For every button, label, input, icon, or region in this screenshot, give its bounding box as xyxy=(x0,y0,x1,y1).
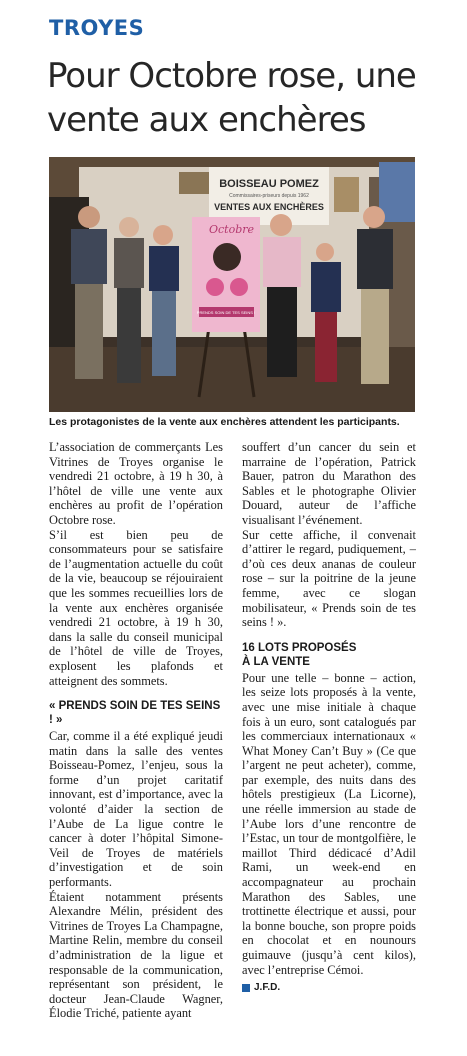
person-4 xyxy=(263,214,301,377)
section-kicker: TROYES xyxy=(49,16,145,40)
subheading: « PRENDS SOIN DE TES SEINS ! » xyxy=(49,700,221,727)
paragraph: Car, comme il a été expliqué jeudi matin dans la salle des ventes Boisseau-Pomez, l’enjeu, sous la forme d’un projet caritatif innovant, est d’importance, avec la volonté d’aider la section de l’Aube de La ligue contre le cancer à doter l’hôpital Simone-Veil de Troyes de matériels d’investigation et de soin performants. xyxy=(49,729,223,890)
poster-title: Octobre xyxy=(209,223,255,236)
paragraph: S’il est bien peu de consommateurs pour se satisfaire de l’augmentation actuelle du coût de la vie, beaucoup se réjouiraient que les sommes recueillies lors de la vente aux enchères organisée vendredi 21 octobre, à 19 h 30, dans la salle du conseil municipal de l’hôtel de ville de Troyes, explosent les plafonds et atteignent des sommets. xyxy=(49,527,223,688)
column-2 xyxy=(242,440,416,996)
article-photo xyxy=(49,157,415,412)
photo-illustration xyxy=(49,157,415,412)
poster-slogan: PRENDS SOIN DE TES SEINS ! xyxy=(196,310,256,315)
person-5 xyxy=(311,243,341,382)
person-2 xyxy=(114,217,144,383)
banner-brand: BOISSEAU POMEZ xyxy=(219,178,319,190)
paragraph-intro: L’association de commerçants Les Vitrines de Troyes organise le vendredi 21 octobre, à 19 h 30, à l’hôtel de ville une vente aux enchères au profit de l’opération Octobre rose. xyxy=(49,440,223,527)
signature-text: J.F.D. xyxy=(254,982,281,994)
author-signature xyxy=(242,981,416,996)
paragraph: Pour une telle – bonne – action, les seize lots proposés à la vente, avec une mise initiale à chaque fois à un euro, sont catalogués par les commerciaux internationaux « What Money Can’t Buy » (Ce que l’argent ne peut acheter), comme, par exemple, des nuits dans des hôtels prestigieux (La Licorne), une réelle immersion au stade de l’Aube lors d’une rencontre de l’Estac, un tour de montgolfière, le maillot Third dédicacé d’Adil Rami, un week-end en accompagnateur au prochain Marathon des Sables, une trottinette électrique et aussi, pour la bonne bouche, son propre poids en chocolat et en nounours guimauve (jusqu’à cent kilos), avec l’entreprise Cémoi. xyxy=(242,670,416,977)
photo-caption: Les protagonistes de la vente aux enchères attendent les participants. xyxy=(49,416,400,428)
column-1 xyxy=(49,440,223,1021)
banner-sub: Commissaires-priseurs depuis 1962 xyxy=(229,193,309,199)
subheading-line-2: À LA VENTE xyxy=(242,655,310,668)
paragraph: Sur cette affiche, il convenait d’attirer le regard, pudiquement, – d’où ces deux ananas de couleur rose – sur la poitrine de la jeune femme, avec ce slogan mobilisateur, « Prends soin de tes seins ! ». xyxy=(242,527,416,630)
square-icon xyxy=(242,984,250,992)
paragraph: souffert d’un cancer du sein et marraine de l’opération, Patrick Bauer, patron du Marathon des Sables et le photographe Olivier Douard, auteur de l’affiche visualisant l’événement. xyxy=(242,440,416,527)
person-6 xyxy=(357,206,393,384)
subheading-line-1: 16 LOTS PROPOSÉS xyxy=(242,641,357,654)
paragraph: Étaient notamment présents Alexandre Mélin, président des Vitrines de Troyes La Champagne, Martine Relin, membre du conseil d’administration de la ligue et responsable de la communication, représentant son président, le docteur Jean-Claude Wagner, Élodie Triché, patiente ayant xyxy=(49,889,223,1021)
person-1 xyxy=(71,206,107,379)
person-3 xyxy=(149,225,179,376)
article-headline: Pour Octobre rose, une vente aux enchères xyxy=(47,56,416,140)
subheading xyxy=(242,641,416,669)
banner-title: VENTES AUX ENCHÈRES xyxy=(214,202,324,212)
